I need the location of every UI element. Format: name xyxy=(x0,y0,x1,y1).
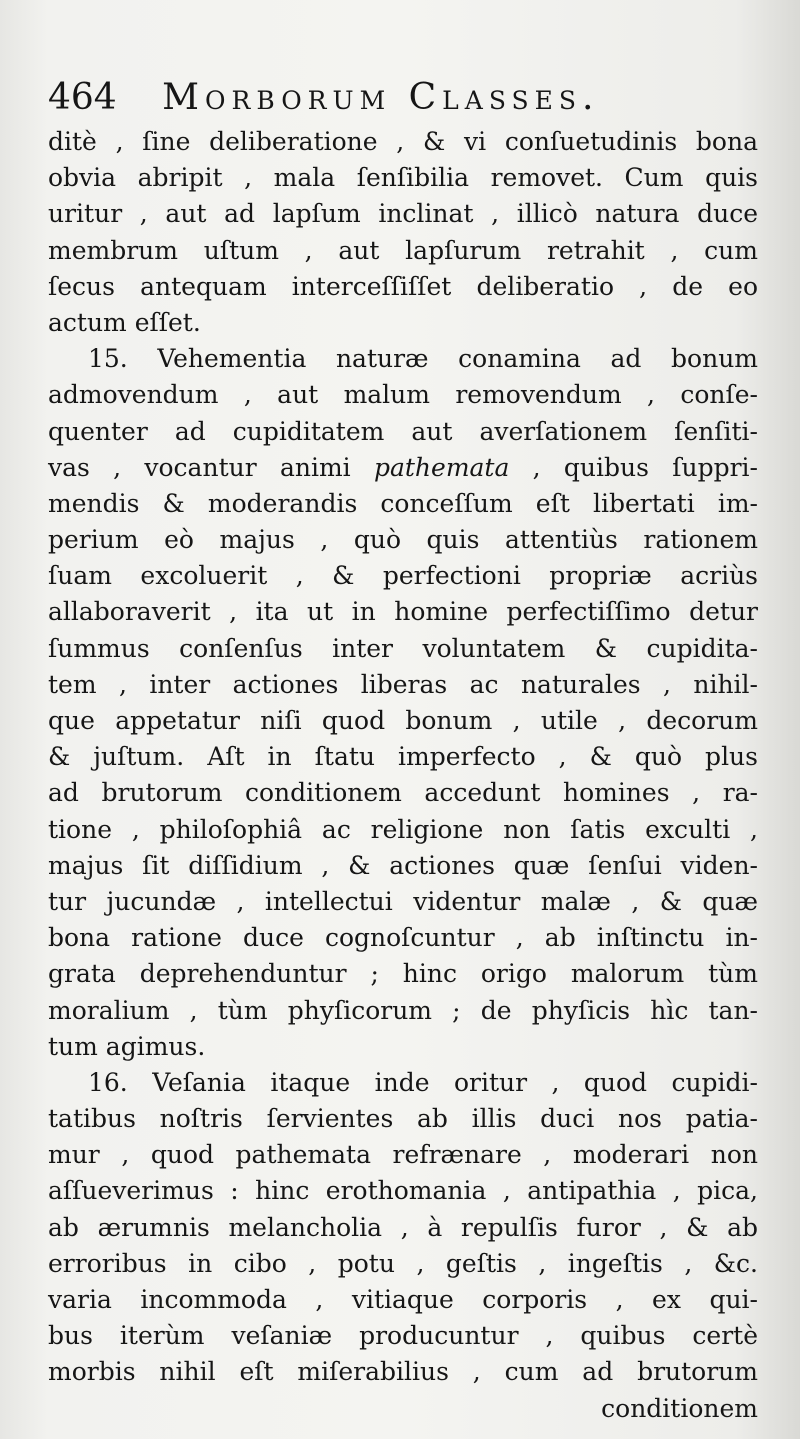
text-line: ſuam excoluerit , & perfectioni propriæ acriùs xyxy=(48,561,758,591)
text-line: ſecus antequam interceſſiſſet deliberatio , de eo xyxy=(48,271,758,301)
text-line: que appetatur niſi quod bonum , utile , decorum xyxy=(48,706,758,735)
text-line: quenter ad cupiditatem aut averſationem ſenſiti- xyxy=(48,416,758,446)
text-line: aſſueverimus : hinc erothomania , antipathia , pica, xyxy=(48,1176,758,1206)
text-line: bona ratione duce cognoſcuntur , ab inſtinctu in- xyxy=(48,923,758,953)
text-line: obvia abripit , mala ſenſibilia removet. Cum quis xyxy=(48,163,758,193)
page-header xyxy=(48,72,768,124)
text-line: & juſtum. Aſt in ſtatu imperfecto , & quò plus xyxy=(48,742,758,772)
body-text xyxy=(48,124,758,1427)
text-line: admovendum , aut malum removendum , conſe- xyxy=(48,380,758,410)
text-line: tem , inter actiones liberas ac naturales , nihil- xyxy=(48,669,758,699)
text-line: ſummus conſenſus inter voluntatem & cupidita- xyxy=(48,633,758,663)
text-line: morbis nihil eſt miſerabilius , cum ad brutorum xyxy=(48,1357,758,1387)
paragraph-start-line: 15. Vehementia naturæ conamina ad bonum xyxy=(88,344,758,374)
running-title: Morborum Classes. xyxy=(162,77,600,118)
text-line: uritur , aut ad lapſum inclinat , illicò natura duce xyxy=(48,199,758,229)
text-line: ad brutorum conditionem accedunt homines , ra- xyxy=(48,778,758,808)
text-line: grata deprehenduntur ; hinc origo malorum tùm xyxy=(48,959,758,989)
text-line: mendis & moderandis conceſſum eſt libertati im- xyxy=(48,488,758,518)
paragraph-end-line: tum agimus. xyxy=(48,1031,206,1061)
italic-term: pathemata xyxy=(373,452,510,482)
text-line: ab ærumnis melancholia , à repulſis furor , & ab xyxy=(48,1212,758,1242)
text-line: bus iterùm veſaniæ producuntur , quibus certè xyxy=(48,1321,758,1351)
text-line: erroribus in cibo , potu , geſtis , ingeſtis , &c. xyxy=(48,1248,758,1278)
text-line: perium eò majus , quò quis attentiùs rationem xyxy=(48,525,758,555)
text-fragment: , quibus ſuppri- xyxy=(509,452,758,482)
text-line: varia incommoda , vitiaque corporis , ex qui- xyxy=(48,1285,758,1314)
text-line: membrum uſtum , aut lapſurum retrahit , cum xyxy=(48,235,758,265)
text-line: majus ſit diſſidium , & actiones quæ ſenſui viden- xyxy=(48,850,758,880)
text-line: tur jucundæ , intellectui videntur malæ , & quæ xyxy=(48,886,758,916)
text-line: ditè , ſine deliberatione , & vi conſuetudinis bona xyxy=(48,127,758,156)
page-number: 464 xyxy=(48,77,117,118)
text-line: allaboraverit , ita ut in homine perfectiſſimo detur xyxy=(48,597,758,627)
catchword-line: conditionem xyxy=(601,1393,758,1423)
text-fragment: vas , vocantur animi xyxy=(48,452,351,482)
text-line: moralium , tùm phyſicorum ; de phyſicis hìc tan- xyxy=(48,995,758,1025)
paragraph-start-line: 16. Veſania itaque inde oritur , quod cupidi- xyxy=(88,1067,758,1097)
text-line: tatibus noſtris ſervientes ab illis duci nos patia- xyxy=(48,1104,758,1134)
text-line-with-italic xyxy=(48,450,758,486)
paragraph-end-line: actum eſſet. xyxy=(48,307,201,337)
text-line: mur , quod pathemata refrænare , moderari non xyxy=(48,1140,758,1170)
text-line: tione , philoſophiâ ac religione non ſatis exculti , xyxy=(48,814,758,844)
